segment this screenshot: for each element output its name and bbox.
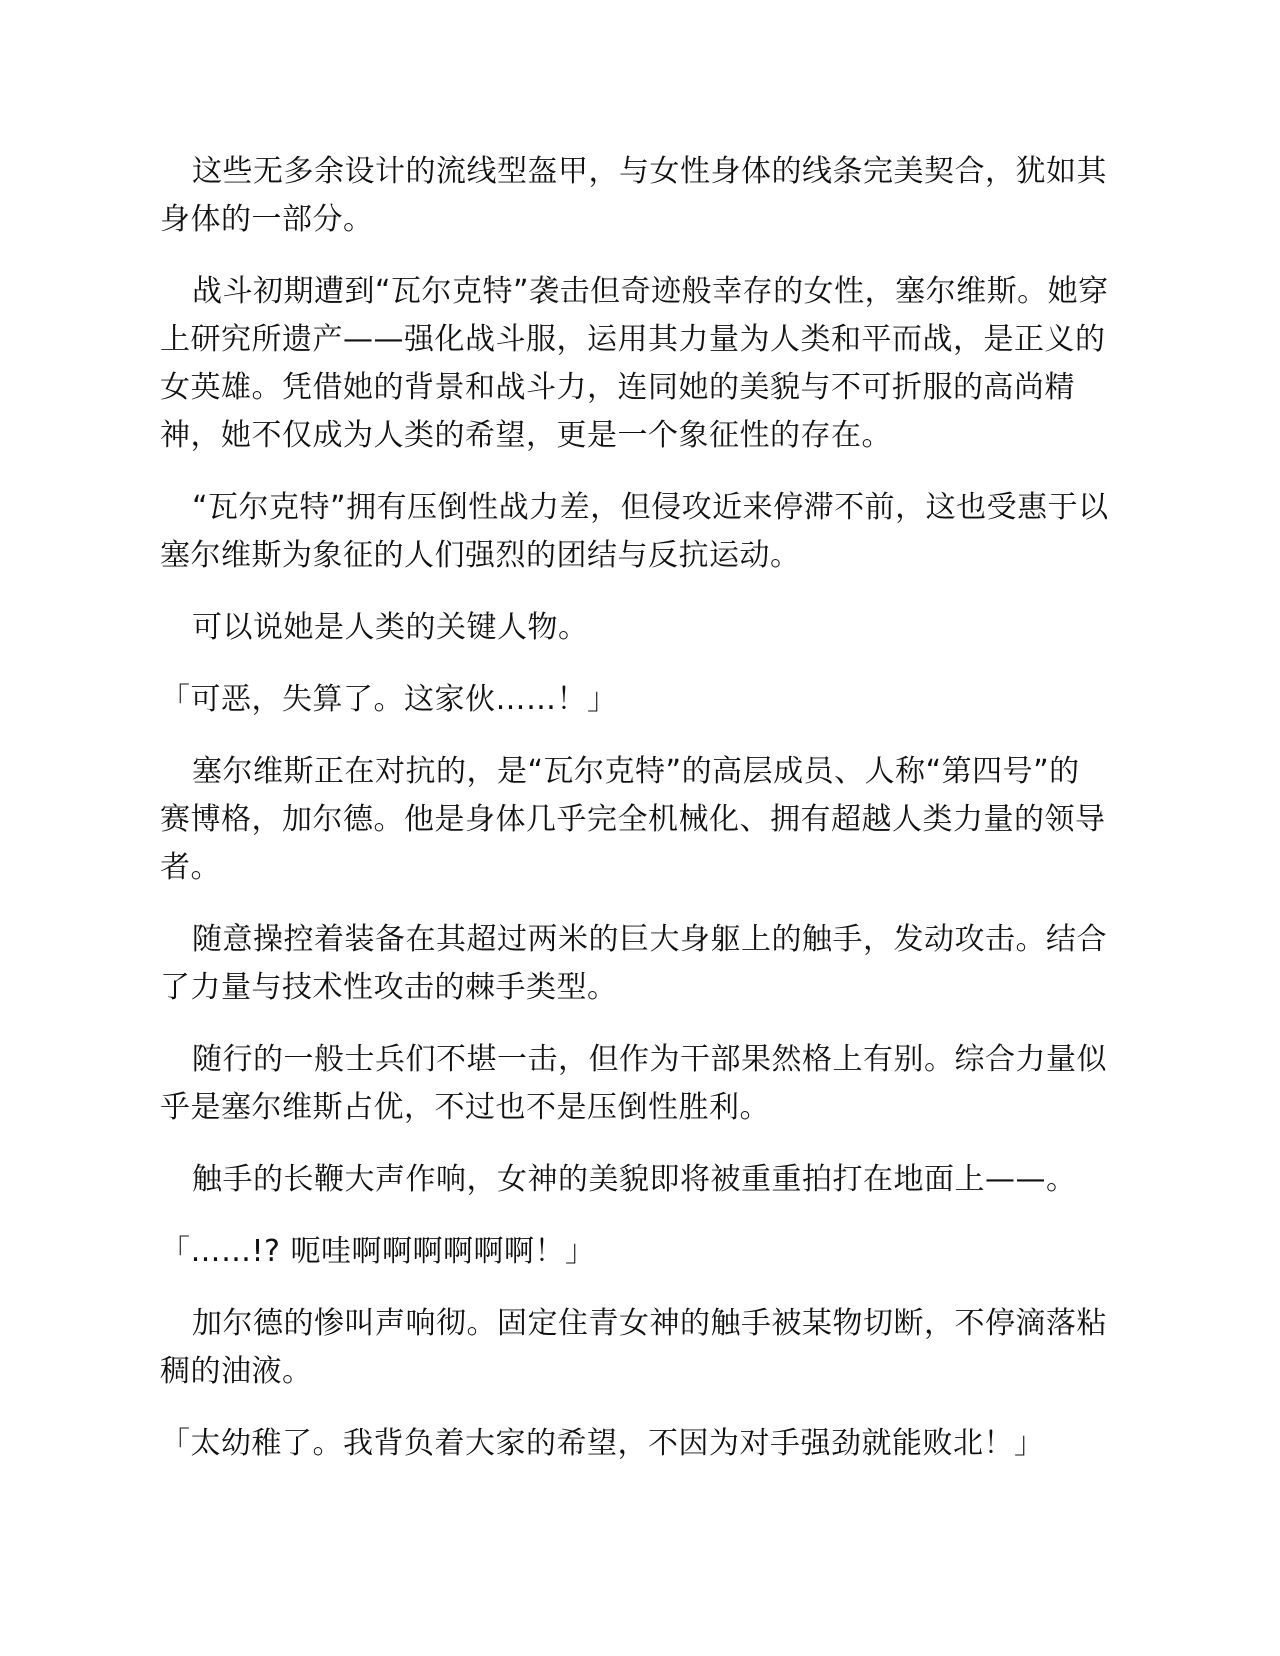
paragraph: “瓦尔克特”拥有压倒性战力差，但侵攻近来停滞不前，这也受惠于以塞尔维斯为象征的人们强烈的团结与反抗运动。 xyxy=(160,490,1109,573)
paragraph: 随行的一般士兵们不堪一击，但作为干部果然格上有别。综合力量似乎是塞尔维斯占优，不过也不是压倒性胜利。 xyxy=(160,1042,1107,1125)
paragraph: 触手的长鞭大声作响，女神的美貌即将被重重拍打在地面上——。 xyxy=(192,1162,1077,1197)
paragraph: 加尔德的惨叫声响彻。固定住青女神的触手被某物切断，不停滴落粘稠的油液。 xyxy=(160,1306,1107,1389)
paragraph: 随意操控着装备在其超过两米的巨大身躯上的触手，发动攻击。结合了力量与技术性攻击的棘手类型。 xyxy=(160,922,1107,1005)
dialogue-line: 「……!? 呃哇啊啊啊啊啊啊！」 xyxy=(160,1234,596,1269)
paragraph: 塞尔维斯正在对抗的，是“瓦尔克特”的高层成员、人称“第四号”的赛博格，加尔德。他是身体几乎完全机械化、拥有超越人类力量的领导者。 xyxy=(160,754,1106,885)
dialogue-line: 「可恶，失算了。这家伙……！」 xyxy=(160,682,618,717)
dialogue-line: 「太幼稚了。我背负着大家的希望，不因为对手强劲就能败北！」 xyxy=(160,1426,1045,1461)
paragraph: 这些无多余设计的流线型盔甲，与女性身体的线条完美契合，犹如其身体的一部分。 xyxy=(160,154,1107,237)
paragraph: 战斗初期遭到“瓦尔克特”袭击但奇迹般幸存的女性，塞尔维斯。她穿上研究所遗产——强化战斗服，运用其力量为人类和平而战，是正义的女英雄。凭借她的背景和战斗力，连同她的美貌与不可折服的高尚精神，她不仅成为人类的希望，更是一个象征性的存在。 xyxy=(160,274,1109,453)
paragraph: 可以说她是人类的关键人物。 xyxy=(192,610,589,645)
text-body xyxy=(160,148,1110,1492)
